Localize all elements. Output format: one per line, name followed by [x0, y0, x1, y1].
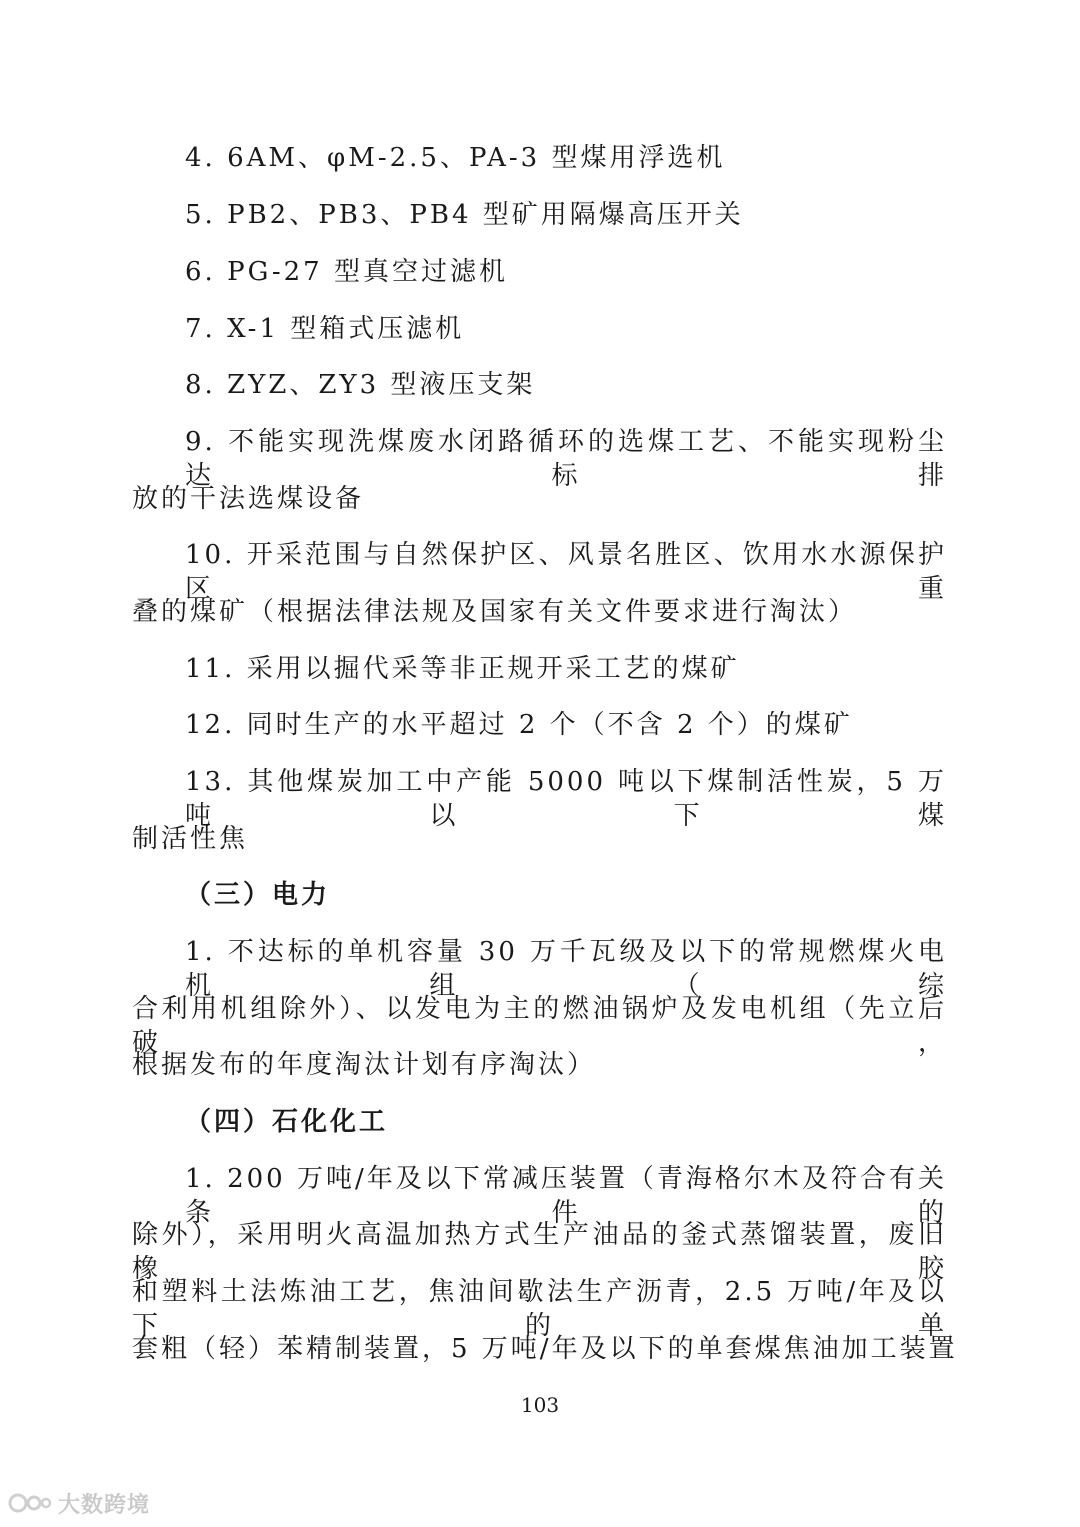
- petrochemical-item-1-line-2: 除外），采用明火高温加热方式生产油品的釜式蒸馏装置，废旧橡胶: [132, 1220, 947, 1284]
- petrochemical-item-1-line-4: 套粗（轻）苯精制装置，5 万吨/年及以下的单套煤焦油加工装置: [132, 1334, 958, 1364]
- watermark: [8, 1488, 150, 1518]
- petrochemical-item-1-line-1: 1. 200 万吨/年及以下常减压装置（青海格尔木及符合有关条件的: [185, 1164, 947, 1228]
- list-item-13-line-1: 13. 其他煤炭加工中产能 5000 吨以下煤制活性炭，5 万吨以下煤: [185, 767, 947, 831]
- list-item-11: 11. 采用以掘代采等非正规开采工艺的煤矿: [185, 654, 740, 684]
- electricity-item-1-line-1: 1. 不达标的单机容量 30 万千瓦级及以下的常规燃煤火电机组（综: [185, 937, 947, 1001]
- watermark-text: 大数跨境: [58, 1492, 151, 1518]
- list-item-4: 4. 6AM、φM-2.5、PA-3 型煤用浮选机: [185, 143, 726, 173]
- list-item-10-line-1: 10. 开采范围与自然保护区、风景名胜区、饮用水水源保护区重: [185, 540, 947, 604]
- list-item-9-line-2: 放的干法选煤设备: [132, 484, 365, 514]
- list-item-7: 7. X-1 型箱式压滤机: [185, 314, 465, 344]
- list-item-13-line-2: 制活性焦: [132, 824, 249, 854]
- list-item-5: 5. PB2、PB3、PB4 型矿用隔爆高压开关: [185, 200, 744, 230]
- petrochemical-item-1-line-3: 和塑料土法炼油工艺，焦油间歇法生产沥青，2.5 万吨/年及以下的单: [132, 1277, 947, 1341]
- section-heading-petrochemical: （四）石化化工: [185, 1107, 389, 1137]
- list-item-10-line-2: 叠的煤矿（根据法律法规及国家有关文件要求进行淘汰）: [132, 597, 858, 627]
- electricity-item-1-line-2: 合利用机组除外）、以发电为主的燃油锅炉及发电机组（先立后破，: [132, 994, 947, 1058]
- brand-logo-icon: [8, 1491, 52, 1515]
- list-item-9-line-1: 9. 不能实现洗煤废水闭路循环的选煤工艺、不能实现粉尘达标排: [185, 427, 947, 491]
- electricity-item-1-line-3: 根据发布的年度淘汰计划有序淘汰）: [132, 1050, 597, 1080]
- section-heading-electricity: （三）电力: [185, 880, 331, 910]
- list-item-12: 12. 同时生产的水平超过 2 个（不含 2 个）的煤矿: [185, 710, 853, 740]
- list-item-8: 8. ZYZ、ZY3 型液压支架: [185, 370, 536, 400]
- list-item-6: 6. PG-27 型真空过滤机: [185, 257, 508, 287]
- page-number: 103: [520, 1393, 560, 1417]
